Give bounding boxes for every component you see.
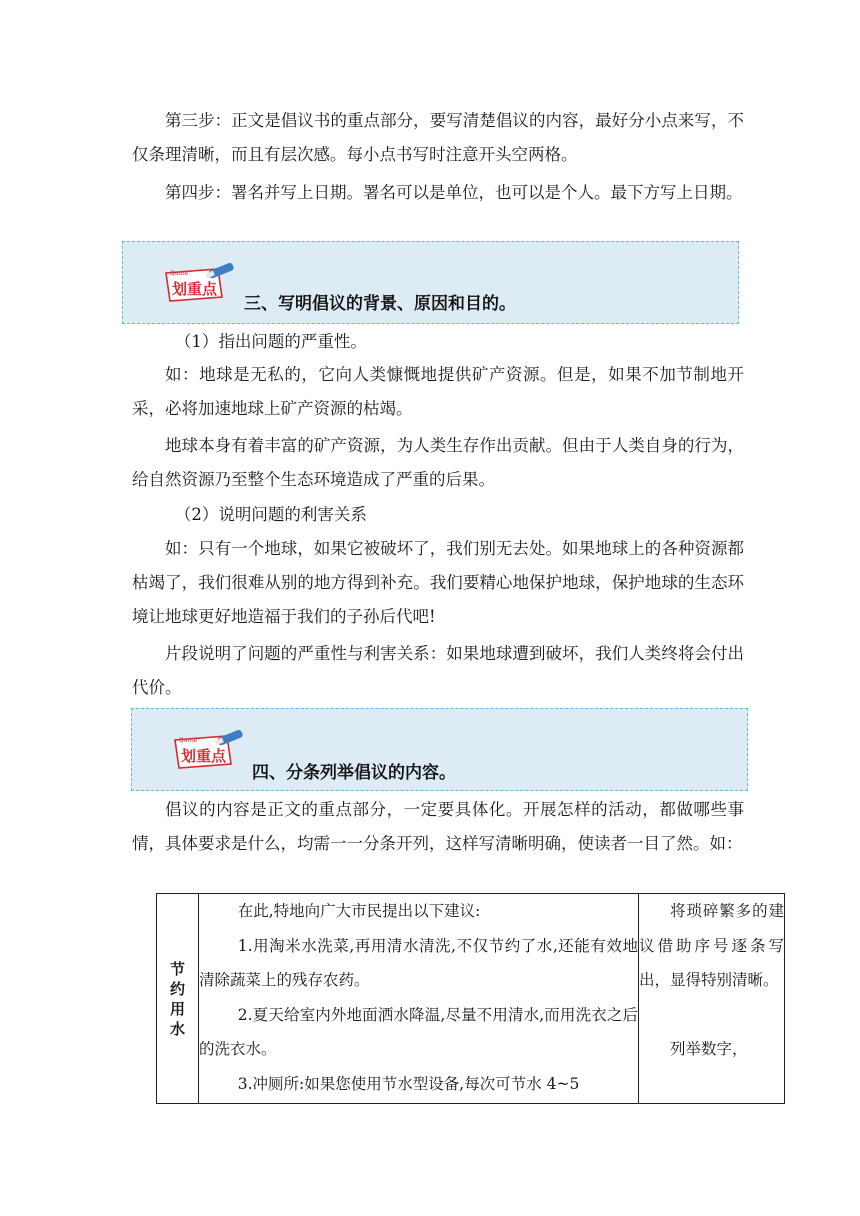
table-note-1: 将琐碎繁多的建议借助序号逐条写出，显得特别清晰。 bbox=[639, 902, 784, 989]
table-note-2: 列举数字， bbox=[670, 1039, 748, 1058]
badge-quote-text: Quote bbox=[170, 270, 189, 277]
table-line: 1.用淘米水洗菜,再用清水清洗,不仅节约了水,还能有效地清除蔬菜上的残存农药。 bbox=[199, 936, 638, 989]
highlight-badge-icon bbox=[171, 730, 247, 770]
badge-label: 划重点 bbox=[181, 747, 227, 765]
section3-sub1: （1）指出问题的严重性。 bbox=[174, 332, 367, 351]
paragraph-step4: 第四步：署名并写上日期。署名可以是单位，也可以是个人。最下方写上日期。 bbox=[165, 183, 743, 202]
section3-example3: 如：只有一个地球，如果它被破坏了，我们别无去处。如果地球上的各种资源都枯竭了，我们很难从别的地方得到补充。我们要精心地保护地球，保护地球的生态环境让地球更好地造福于我们的子孙后代吧! bbox=[132, 539, 744, 626]
table-line: 3.冲厕所:如果您使用节水型设备,每次可节水 4~5 bbox=[237, 1074, 580, 1093]
section3-example2: 地球本身有着丰富的矿产资源，为人类生存作出贡献。但由于人类自身的行为，给自然资源乃至整个生态环境造成了严重的后果。 bbox=[132, 436, 744, 489]
paragraph-step3: 第三步：正文是倡议书的重点部分，要写清楚倡议的内容，最好分小点来写，不仅条理清晰，而且有层次感。每小点书写时注意开头空两格。 bbox=[132, 111, 744, 164]
section3-example1: 如：地球是无私的，它向人类慷慨地提供矿产资源。但是，如果不加节制地开采，必将加速地球上矿产资源的枯竭。 bbox=[132, 365, 744, 418]
section4-intro: 倡议的内容是正文的重点部分，一定要具体化。开展怎样的活动，都做哪些事情，具体要求是什么，均需一一分条开列，这样写清晰明确，使读者一目了然。如： bbox=[132, 800, 744, 853]
table-side-label: 节 约 用 水 bbox=[157, 894, 199, 1104]
highlight-badge-icon bbox=[162, 263, 238, 303]
badge-quote-text: Quote bbox=[179, 737, 198, 744]
example-table bbox=[156, 893, 785, 1104]
section4-title: 四、分条列举倡议的内容。 bbox=[252, 763, 456, 783]
section3-sub2: （2）说明问题的利害关系 bbox=[174, 505, 367, 524]
table-line: 2.夏天给室内外地面洒水降温,尽量不用清水,而用洗衣之后的洗衣水。 bbox=[199, 1005, 638, 1058]
table-note-cell bbox=[639, 894, 785, 1104]
table-content-cell bbox=[199, 894, 639, 1104]
table-line: 在此,特地向广大市民提出以下建议: bbox=[237, 902, 481, 920]
section3-summary: 片段说明了问题的严重性与利害关系：如果地球遭到破坏，我们人类终将会付出代价。 bbox=[132, 644, 744, 697]
badge-label: 划重点 bbox=[172, 280, 218, 298]
section3-title: 三、写明倡议的背景、原因和目的。 bbox=[244, 294, 516, 314]
